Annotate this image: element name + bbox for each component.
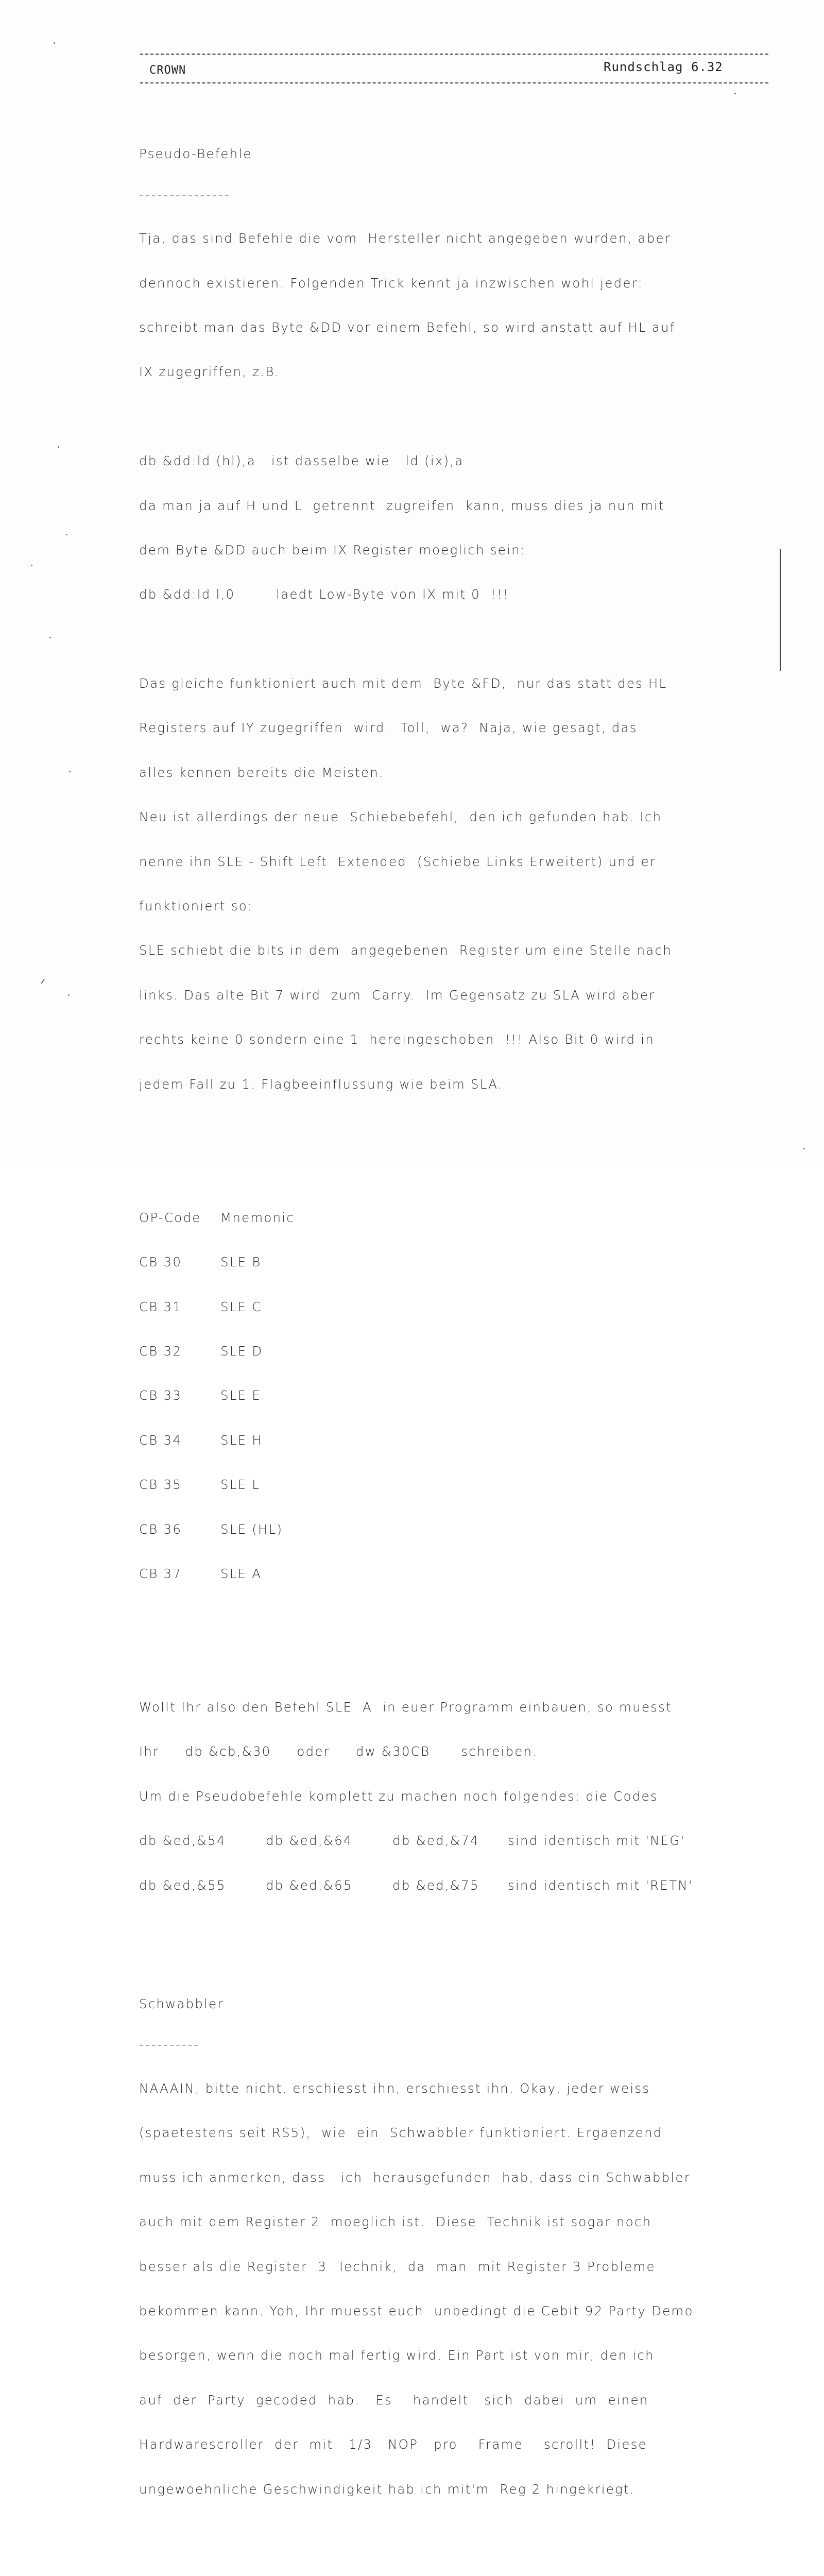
- code-note: sind identisch mit 'NEG': [508, 1833, 685, 1849]
- table-cell-mnemonic: SLE A: [220, 1566, 262, 1581]
- header-bottom-rule: [140, 82, 768, 83]
- text-line: Wollt Ihr also den Befehl SLE A in euer Programm einbauen, so muesst: [139, 1700, 672, 1715]
- text-line: db &dd:ld (hl),a ist dasselbe wie ld (ix),a: [139, 453, 464, 469]
- text-line: dennoch existieren. Folgenden Trick kennt ja inzwischen wohl jeder:: [139, 275, 643, 291]
- table-cell-opcode: CB 31: [139, 1299, 182, 1314]
- table-row: [139, 1433, 778, 1448]
- table-row: [139, 1478, 778, 1493]
- code-cell: db &ed,&74: [392, 1833, 479, 1849]
- text-line: Registers auf IY zugegriffen wird. Toll, wa? Naja, wie gesagt, das: [139, 720, 638, 736]
- text-line: muss ich anmerken, dass ich herausgefunden hab, dass ein Schwabbler: [139, 2170, 691, 2185]
- table-row: [139, 1522, 778, 1537]
- text-line: Hardwarescroller der mit 1/3 NOP pro Frame scrollt! Diese: [139, 2437, 647, 2452]
- scan-speck: [58, 446, 59, 448]
- code-cell: db &ed,&65: [266, 1877, 353, 1893]
- table-row: [139, 1388, 778, 1403]
- table-row: [139, 1344, 778, 1359]
- text-line: dem Byte &DD auch beim IX Register moeglich sein:: [139, 542, 526, 557]
- table-cell-opcode: CB 34: [139, 1432, 182, 1448]
- table-cell-mnemonic: SLE (HL): [220, 1521, 283, 1537]
- scan-speck: [41, 979, 44, 984]
- section-title-schwabbler: Schwabbler: [139, 1996, 224, 2011]
- code-note: sind identisch mit 'RETN': [508, 1877, 693, 1893]
- table-header-opcode: OP-Code: [139, 1210, 201, 1225]
- scan-speck: [734, 93, 736, 94]
- header-top-rule: [140, 54, 768, 55]
- text-line: Neu ist allerdings der neue Schiebebefehl, den ich gefunden hab. Ich: [139, 809, 662, 825]
- text-line: auch mit dem Register 2 moeglich ist. Diese Technik ist sogar noch: [139, 2214, 652, 2230]
- codes-row: [139, 1834, 778, 1849]
- table-cell-mnemonic: SLE L: [220, 1477, 261, 1493]
- text-line: da man ja auf H und L getrennt zugreifen kann, muss dies ja nun mit: [139, 498, 665, 513]
- text-line: Tja, das sind Befehle die vom Hersteller nicht angegeben wurden, aber: [139, 231, 672, 246]
- table-cell-mnemonic: SLE B: [220, 1255, 262, 1270]
- table-cell-opcode: CB 36: [139, 1521, 182, 1537]
- table-cell-mnemonic: SLE H: [220, 1432, 263, 1448]
- text-line: funktioniert so:: [139, 899, 253, 914]
- header-left: CROWN: [149, 64, 186, 77]
- text-line: rechts keine 0 sondern eine 1 hereingeschoben !!! Also Bit 0 wird in: [139, 1032, 655, 1047]
- scan-speck: [49, 637, 51, 638]
- code-cell: db &ed,&55: [139, 1877, 226, 1893]
- text-line: SLE schiebt die bits in dem angegebenen Register um eine Stelle nach: [139, 943, 672, 958]
- scan-speck: [66, 534, 67, 535]
- table-cell-opcode: CB 30: [139, 1255, 182, 1270]
- margin-bar: [780, 549, 781, 671]
- table-row: [139, 1255, 778, 1270]
- text-line: IX zugegriffen, z.B.: [139, 364, 280, 380]
- table-cell-opcode: CB 33: [139, 1388, 182, 1403]
- table-cell-mnemonic: SLE E: [220, 1388, 261, 1403]
- text-line: auf der Party gecoded hab. Es handelt sich dabei um einen: [139, 2392, 649, 2408]
- text-line: besorgen, wenn die noch mal fertig wird. Ein Part ist von mir, den ich: [139, 2348, 655, 2363]
- section-underline: ---------------: [139, 187, 231, 202]
- scan-speck: [68, 994, 70, 996]
- text-line: links. Das alte Bit 7 wird zum Carry. Im Gegensatz zu SLA wird aber: [139, 987, 656, 1003]
- section-title-pseudo: Pseudo-Befehle: [139, 146, 252, 162]
- text-line: ungewoehnliche Geschwindigkeit hab ich mit'm Reg 2 hingekriegt.: [139, 2481, 635, 2497]
- text-line: alles kennen bereits die Meisten.: [139, 765, 384, 780]
- scan-speck: [54, 42, 55, 44]
- text-line: NAAAIN, bitte nicht, erschiesst ihn, erschiesst ihn. Okay, jeder weiss: [139, 2080, 650, 2096]
- section-underline: ----------: [139, 2037, 200, 2053]
- text-line: (spaetestens seit RS5), wie ein Schwabbler funktioniert. Ergaenzend: [139, 2125, 663, 2141]
- table-row: [139, 1567, 778, 1582]
- code-cell: db &ed,&75: [392, 1877, 479, 1893]
- text-line: jedem Fall zu 1. Flagbeeinflussung wie beim SLA.: [139, 1076, 503, 1092]
- table-cell-opcode: CB 37: [139, 1566, 182, 1581]
- opcode-table: [139, 1181, 778, 1611]
- text-line: Ihr db &cb,&30 oder dw &30CB schreiben.: [139, 1744, 538, 1759]
- text-line: db &dd:ld l,0 laedt Low-Byte von IX mit 0 !!!: [139, 587, 509, 602]
- text-line: Um die Pseudobefehle komplett zu machen noch folgendes: die Codes: [139, 1788, 658, 1804]
- scan-speck: [31, 565, 32, 566]
- scan-speck: [69, 771, 71, 772]
- text-line: Das gleiche funktioniert auch mit dem Byte &FD, nur das statt des HL: [139, 676, 667, 691]
- header-right: Rundschlag 6.32: [604, 60, 723, 74]
- text-line: schreibt man das Byte &DD vor einem Befehl, so wird anstatt auf HL auf: [139, 319, 676, 335]
- table-cell-mnemonic: SLE D: [220, 1343, 263, 1359]
- code-cell: db &ed,&64: [266, 1833, 353, 1849]
- table-header-row: [139, 1211, 778, 1226]
- text-line: bekommen kann. Yoh, Ihr muesst euch unbedingt die Cebit 92 Party Demo: [139, 2303, 694, 2318]
- text-line: besser als die Register 3 Technik, da man mit Register 3 Probleme: [139, 2259, 656, 2274]
- scan-speck: [803, 1148, 805, 1149]
- table-row: [139, 1300, 778, 1315]
- table-cell-opcode: CB 32: [139, 1343, 182, 1359]
- table-header-mnemonic: Mnemonic: [220, 1210, 295, 1225]
- text-line: nenne ihn SLE - Shift Left Extended (Schiebe Links Erweitert) und er: [139, 854, 657, 869]
- codes-row: [139, 1878, 778, 1893]
- code-cell: db &ed,&54: [139, 1833, 226, 1849]
- table-cell-opcode: CB 35: [139, 1477, 182, 1493]
- document-body: [139, 88, 778, 2576]
- table-cell-mnemonic: SLE C: [220, 1299, 262, 1314]
